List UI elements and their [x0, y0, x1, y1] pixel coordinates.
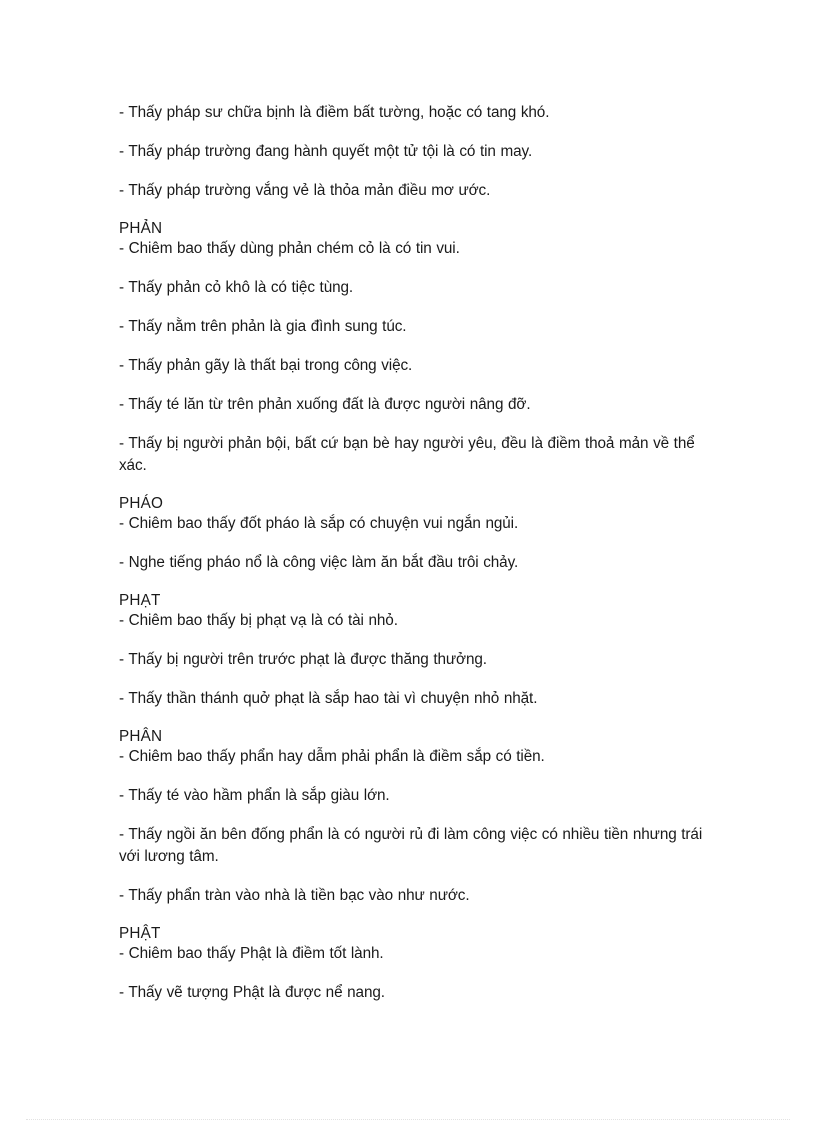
- section-phat-buddha: [119, 924, 709, 1004]
- entry-text: - Thấy nằm trên phản là gia đình sung túc.: [119, 318, 407, 335]
- entry-text: - Thấy té vào hầm phẩn là sắp giàu lớn.: [119, 787, 390, 804]
- page-bottom-divider: [26, 1119, 790, 1120]
- entry-text: - Thấy phản gãy là thất bại trong công việc.: [119, 357, 413, 374]
- entry-text: - Chiêm bao thấy dùng phản chém cỏ là có tin vui.: [119, 240, 460, 257]
- section-phao: [119, 494, 709, 574]
- entry-text: - Thấy ngồi ăn bên đống phẩn là có người rủ đi làm công việc có nhiều tiền nhưng trái với lương tâm.: [119, 826, 703, 865]
- section-heading: PHẠT: [119, 592, 161, 609]
- entry-text: - Thấy té lăn từ trên phản xuống đất là được người nâng đỡ.: [119, 396, 531, 413]
- entry-text: - Thấy thần thánh quở phạt là sắp hao tài vì chuyện nhỏ nhặt.: [119, 690, 538, 707]
- section-phan-dung: [119, 727, 709, 907]
- section-phat-penalty: [119, 591, 709, 710]
- entry-text: - Thấy vẽ tượng Phật là được nể nang.: [119, 984, 385, 1001]
- entry-text: - Nghe tiếng pháo nổ là công việc làm ăn bắt đầu trôi chảy.: [119, 554, 519, 571]
- entry-text: - Chiêm bao thấy Phật là điềm tốt lành.: [119, 945, 384, 962]
- section-phan: [119, 219, 709, 477]
- section-heading: PHÁO: [119, 495, 164, 512]
- entry-text: - Chiêm bao thấy đốt pháo là sắp có chuyện vui ngắn ngủi.: [119, 515, 519, 532]
- document-page: [119, 102, 709, 1021]
- entry-text: - Chiêm bao thấy bị phạt vạ là có tài nhỏ.: [119, 612, 398, 629]
- entry-text: - Chiêm bao thấy phẩn hay dẫm phải phẩn là điềm sắp có tiền.: [119, 748, 545, 765]
- entry-text: - Thấy pháp sư chữa bịnh là điềm bất tường, hoặc có tang khó.: [119, 104, 550, 121]
- section-heading: PHÂN: [119, 728, 163, 745]
- entry-text: - Thấy pháp trường đang hành quyết một tử tội là có tin may.: [119, 143, 533, 160]
- section-heading: PHẬT: [119, 925, 161, 942]
- entry-text: - Thấy phẩn tràn vào nhà là tiền bạc vào như nước.: [119, 887, 470, 904]
- entry-text: - Thấy bị người trên trước phạt là được thăng thưởng.: [119, 651, 487, 668]
- entry-text: - Thấy pháp trường vắng vẻ là thỏa mản điều mơ ước.: [119, 182, 491, 199]
- entry-text: - Thấy phản cỏ khô là có tiệc tùng.: [119, 279, 354, 296]
- section-heading: PHẢN: [119, 220, 163, 237]
- entry-text: - Thấy bị người phản bội, bất cứ bạn bè hay người yêu, đều là điềm thoả mản về thể xác.: [119, 435, 695, 474]
